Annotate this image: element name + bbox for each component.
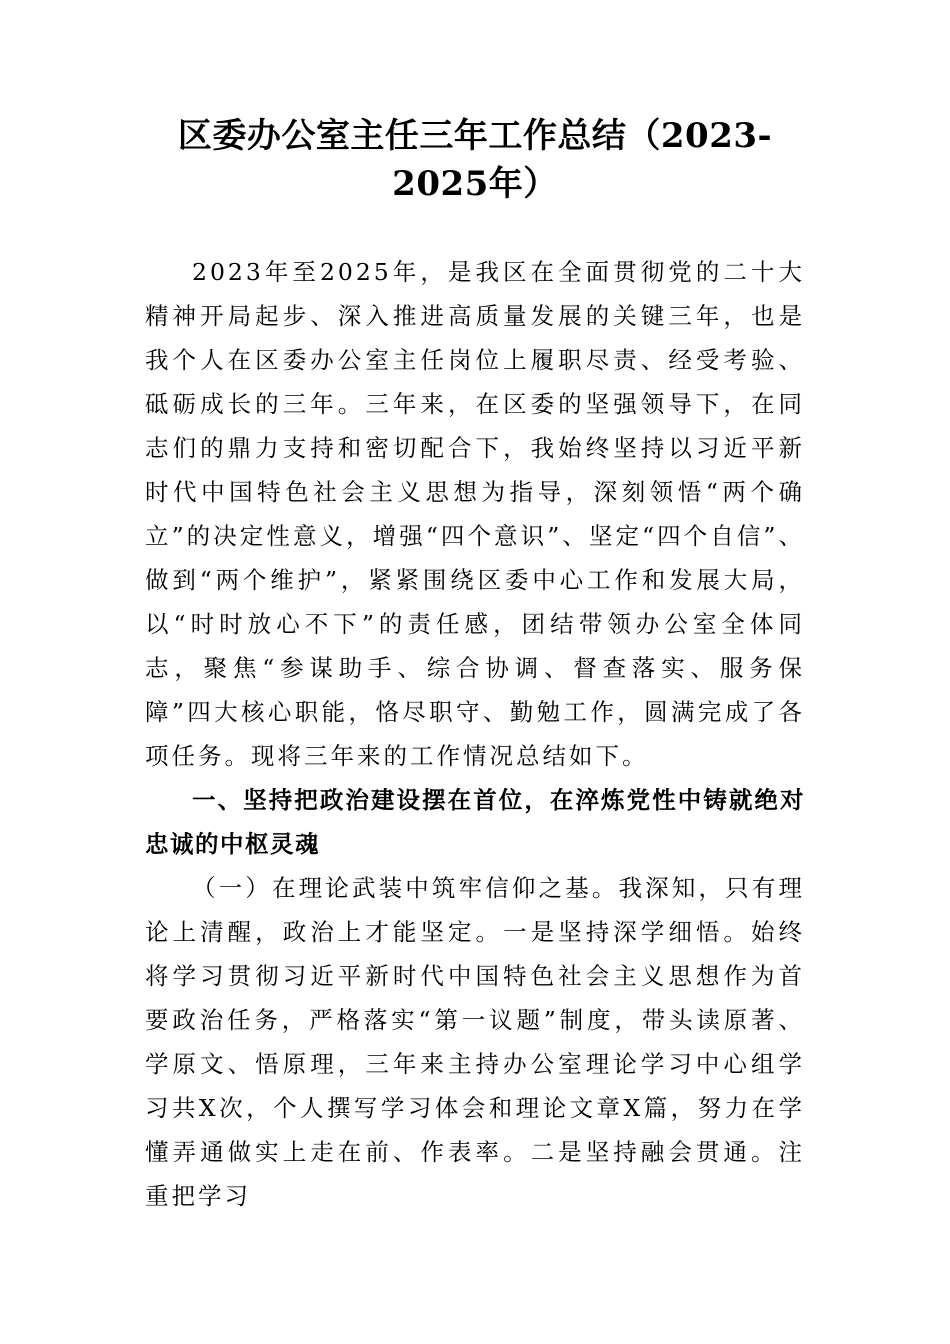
document-body [145, 250, 805, 1218]
section-heading: 一、坚持把政治建设摆在首位，在淬炼党性中铸就绝对忠诚的中枢灵魂 [145, 786, 805, 858]
document-title: 区委办公室主任三年工作总结（2023-2025年） [177, 116, 773, 204]
subsection-paragraph: （一）在理论武装中筑牢信仰之基。我深知，只有理论上清醒，政治上才能坚定。一是坚持深学细悟。始终将学习贯彻习近平新时代中国特色社会主义思想作为首要政治任务，严格落实“第一议题”制度，带头读原著、学原文、悟原理，三年来主持办公室理论学习中心组学习共X次，个人撰写学习体会和理论文章X篇，努力在学懂弄通做实上走在前、作表率。二是坚持融会贯通。注重把学习 [145, 874, 805, 1210]
intro-paragraph: 2023年至2025年，是我区在全面贯彻党的二十大精神开局起步、深入推进高质量发展的关键三年，也是我个人在区委办公室主任岗位上履职尽责、经受考验、砥砺成长的三年。三年来，在区委的坚强领导下，在同志们的鼎力支持和密切配合下，我始终坚持以习近平新时代中国特色社会主义思想为指导，深刻领悟“两个确立”的决定性意义，增强“四个意识”、坚定“四个自信”、做到“两个维护”，紧紧围绕区委中心工作和发展大局，以“时时放心不下”的责任感，团结带领办公室全体同志，聚焦“参谋助手、综合协调、督查落实、服务保障”四大核心职能，恪尽职守、勤勉工作，圆满完成了各项任务。现将三年来的工作情况总结如下。 [145, 258, 805, 770]
